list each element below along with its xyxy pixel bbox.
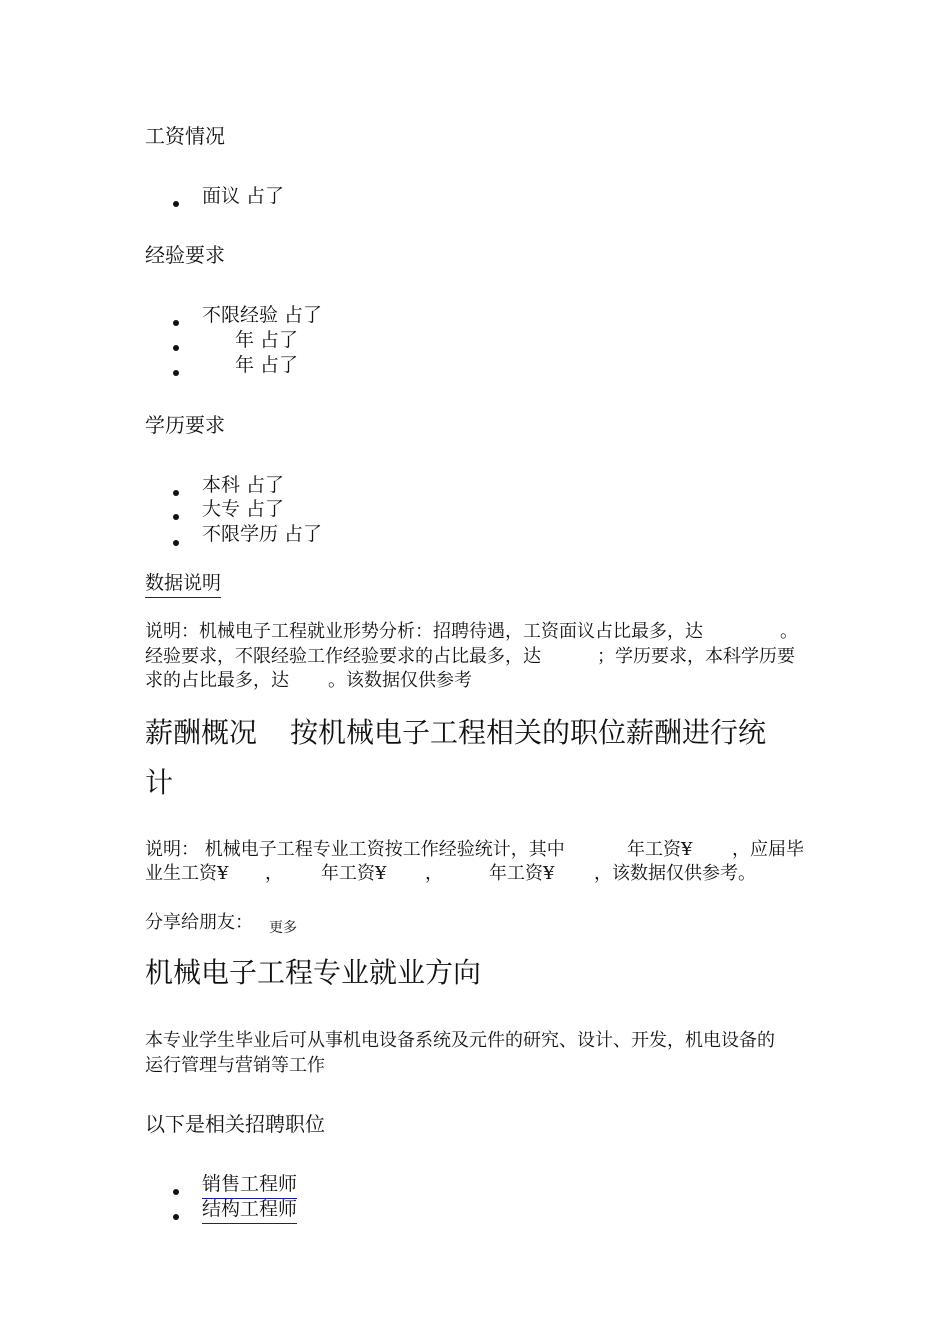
job-link[interactable]: 结构工程师 [202, 1197, 297, 1224]
data-note-text: 。该数据仅供参考 [328, 670, 472, 691]
pay-overview-text: ，应届毕 [732, 839, 804, 860]
pay-overview-text: 说明： 机械电子工程专业工资按工作经验统计，其中 [145, 839, 565, 860]
direction-text: 本专业学生毕业后可从事机电设备系统及元件的研究、设计、开发，机电设备的 [145, 1030, 775, 1051]
pay-overview-text: ， [265, 863, 283, 884]
bullet-icon [173, 345, 179, 351]
education-heading: 学历要求 [145, 413, 225, 437]
experience-heading: 经验要求 [145, 243, 225, 267]
pay-overview-text: 年工资¥ [321, 863, 387, 884]
salary-heading: 工资情况 [145, 124, 225, 148]
pay-overview-text: 业生工资¥ [145, 863, 229, 884]
education-item: 本科 占了 [202, 474, 285, 496]
direction-title: 机械电子工程专业就业方向 [145, 956, 482, 989]
pay-overview-text: 年工资¥ [489, 863, 555, 884]
jobs-heading: 以下是相关招聘职位 [145, 1112, 325, 1136]
experience-item: 年 占了 [235, 354, 299, 376]
share-more-link[interactable]: 更多 [269, 920, 297, 936]
pay-overview-title: 薪酬概况 [145, 716, 258, 749]
job-link[interactable]: 销售工程师 [202, 1172, 297, 1199]
data-note-link[interactable]: 数据说明 [145, 571, 221, 598]
experience-item: 年 占了 [235, 329, 299, 351]
pay-overview-title: 计 [145, 766, 174, 799]
bullet-icon [173, 1214, 179, 1220]
pay-overview-title: 按机械电子工程相关的职位薪酬进行统 [290, 716, 767, 749]
salary-item: 面议 占了 [202, 185, 285, 207]
bullet-icon [173, 320, 179, 326]
data-note-text: 经验要求，不限经验工作经验要求的占比最多，达 [145, 646, 541, 667]
bullet-icon [173, 201, 179, 207]
share-label: 分享给朋友： [145, 912, 253, 933]
bullet-icon [173, 514, 179, 520]
bullet-icon [173, 540, 179, 546]
pay-overview-text: 年工资¥ [627, 839, 693, 860]
bullet-icon [173, 490, 179, 496]
pay-overview-text: ， [425, 863, 443, 884]
experience-item: 不限经验 占了 [202, 304, 323, 326]
education-item: 大专 占了 [202, 498, 285, 520]
pay-overview-text: ，该数据仅供参考。 [594, 863, 756, 884]
education-item: 不限学历 占了 [202, 523, 323, 545]
bullet-icon [173, 370, 179, 376]
direction-text: 运行管理与营销等工作 [145, 1055, 325, 1076]
data-note-text: ；学历要求，本科学历要 [597, 646, 795, 667]
data-note-text: 。 [780, 621, 798, 642]
bullet-icon [173, 1189, 179, 1195]
data-note-text: 求的占比最多，达 [145, 670, 289, 691]
data-note-text: 说明：机械电子工程就业形势分析：招聘待遇，工资面议占比最多，达 [145, 621, 703, 642]
